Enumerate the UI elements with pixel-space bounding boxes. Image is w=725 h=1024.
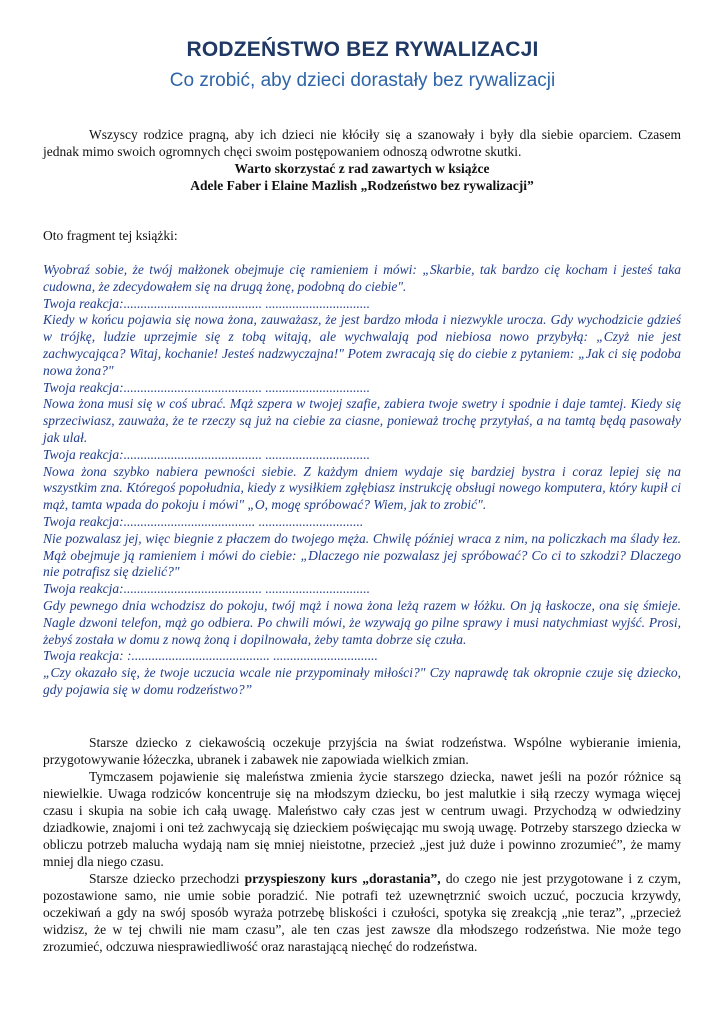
excerpt-line: Nowa żona musi się w coś ubrać. Mąż szpera w twojej szafie, zabiera twoje swetry i spodnie i daje tamtej. Kiedy się sprzeciwiasz, zauważa, że te rzeczy są już na ciebie za ciasne, ponieważ trochę przytyłaś, a na tamtą będą pasowały jak ulał. xyxy=(43,396,681,445)
excerpt-line: Twoja reakcja:......................................... ............................... xyxy=(43,446,370,462)
page-subtitle: Co zrobić, aby dzieci dorastały bez rywalizacji xyxy=(169,70,556,91)
excerpt-line: Twoja reakcja:......................................... ............................... xyxy=(43,379,370,395)
intro-paragraph: Wszyscy rodzice pragną, aby ich dzieci nie kłóciły się a szanowały i były dla siebie oparciem. Czasem jednak mimo swoich ogromnych chęci swoim postępowaniem odnoszą odwrotne skutki. xyxy=(43,127,681,159)
excerpt-line: Twoja reakcja: :......................................... ............................... xyxy=(43,648,378,664)
excerpt-line: Kiedy w końcu pojawia się nowa żona, zauważasz, że jest bardzo młoda i niezwykle urocza. Gdy wychodzicie gdzieś w trójkę, ludzie uprzejmie się z tobą witają, ale wychwalają pod niebiosa nowo przybyłą: „Czyż nie jest zachwycająca? Witaj, kochanie! Jesteś nadzwyczajna!" Potem zwracają się do ciebie z pytaniem: „Jak ci się podoba nowa żona?" xyxy=(43,312,681,378)
page-title: RODZEŃSTWO BEZ RYWALIZACJI xyxy=(186,38,539,61)
excerpt-line: Twoja reakcja:....................................... ............................... xyxy=(43,513,364,529)
closing-bold-text: przyspieszony kurs „dorastania”, xyxy=(244,871,441,886)
excerpt-line: Nie pozwalasz jej, więc biegnie z płaczem do twojego męża. Chwilę później wraca z nim, na policzkach ma ślady łez. Mąż obejmuje ją ramieniem i mówi do ciebie: „Dlaczego nie pozwalasz jej spróbować? Co ci to szkodzi? Dlaczego nie potrafisz się dzielić?" xyxy=(43,530,681,580)
closing-paragraph: Starsze dziecko z ciekawością oczekuje przyjścia na świat rodzeństwa. Wspólne wybieranie imienia, przygotowywanie łóżeczka, ubranek i zabawek nie zapowiada wielkich zmian. xyxy=(43,735,681,767)
intro-section xyxy=(43,126,681,194)
closing-paragraph: Tymczasem pojawienie się maleństwa zmienia życie starszego dziecka, nawet jeśli na pozór różnice są niewielkie. Uwaga rodziców koncentruje się na młodszym dziecku, bo jest malutkie i siłą rzeczy wymaga więcej czasu i skupia na sobie ich całą uwagę. Maleństwo cały czas jest w centrum uwagi. Przychodzą w odwiedziny dziadkowie, znajomi i oni też zachwycają się dzieckiem poświęcając mu swoją uwagę. Potrzeby starszego dziecka w obliczu potrzeb malucha wydają nam się mniej nieistotne, przecież „jest już duże i powinno zrozumieć”, że mamy mniej dla niego czasu. xyxy=(43,769,681,869)
book-authors-line: Adele Faber i Elaine Mazlish „Rodzeństwo bez rywalizacji” xyxy=(190,178,534,193)
excerpt-line: Nowa żona szybko nabiera pewności siebie. Z każdym dniem wydaje się bardziej bystra i coraz lepiej się na wszystkim zna. Któregoś popołudnia, kiedy z wysiłkiem zgłębiasz instrukcję obsługi nowego komputera, który kupił ci mąż, tamta wpada do pokoju i mówi" „O, mogę spróbować? Wiem, jak to zrobić". xyxy=(43,463,681,513)
excerpt-line: Gdy pewnego dnia wchodzisz do pokoju, twój mąż i nowa żona leżą razem w łóżku. On ją łaskocze, ona się śmieje. Nagle dzwoni telefon, mąż go odbiera. Po chwili mówi, że wzywają go pilne sprawy i musi natychmiast wyjść. Prosi, żebyś została w domu z nową żoną i dopilnowała, żeby tamta dobrze się czuła. xyxy=(43,597,681,647)
closing-section xyxy=(43,734,681,955)
closing-text: Starsze dziecko przechodzi xyxy=(89,871,245,886)
closing-paragraph xyxy=(43,870,681,955)
excerpt-line: Twoja reakcja:......................................... ............................... xyxy=(43,581,370,597)
book-excerpt xyxy=(43,262,681,699)
excerpt-line: Twoja reakcja:......................................... ............................... xyxy=(43,295,370,311)
closing-text: do czego nie jest przygotowane i z czym, pozostawione samo, nie umie sobie poradzić. Nie potrafi też uzewnętrznić swoich uczuć, poczucia krzywdy, oczekiwań a gdy na swój sposób wyraża potrzebę bliskości i czułości, spotyka się zreakcją „nie teraz”, „przecież widzisz, że w tej chwili nie mam czasu”, ale ten czas jest zawsze dla młodszego rodzeństwa. Nie może tego zrozumieć, odczuwa niesprawiedliwość oraz narastającą niechęć do rodzeństwa. xyxy=(43,871,681,954)
excerpt-line: Wyobraź sobie, że twój małżonek obejmuje cię ramieniem i mówi: „Skarbie, tak bardzo cię kocham i jesteś taka cudowna, że zdecydowałem się na drugą żonę, podobną do ciebie". xyxy=(43,262,681,294)
excerpt-line: „Czy okazało się, że twoje uczucia wcale nie przypominały miłości?" Czy naprawdę tak okropnie czuje się dziecko, gdy pojawia się w domu rodzeństwo?” xyxy=(43,665,681,697)
book-recommendation-line: Warto skorzystać z rad zawartych w książce xyxy=(234,161,490,176)
fragment-intro: Oto fragment tej książki: xyxy=(43,228,178,243)
